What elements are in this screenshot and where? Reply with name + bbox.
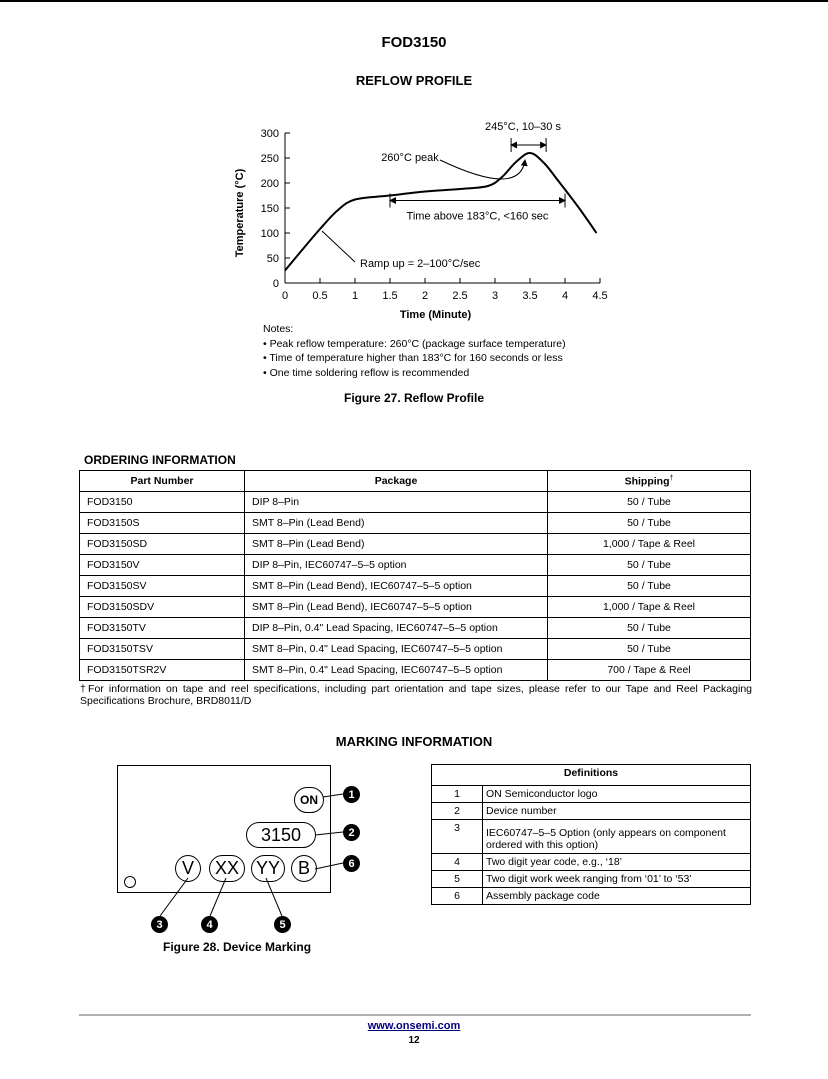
leader-1 — [323, 794, 343, 797]
package-cell: DIP 8–Pin, IEC60747–5–5 option — [245, 555, 548, 576]
leader-6 — [315, 863, 343, 869]
annotation-245-window: 245°C, 10–30 s — [485, 121, 561, 133]
part-number-cell: FOD3150S — [80, 513, 245, 534]
annotation-time-above: Time above 183°C, <160 sec — [406, 210, 549, 223]
field-xx-text: XX — [214, 858, 239, 878]
y-tick-label: 50 — [266, 253, 279, 265]
ordering-table — [79, 470, 751, 681]
top-rule — [0, 0, 828, 2]
x-tick-label: 1 — [351, 290, 359, 302]
table-header-row — [80, 471, 751, 492]
y-tick-label: 300 — [260, 128, 279, 140]
part-number-cell: FOD3150TV — [80, 618, 245, 639]
definition-row — [432, 888, 751, 905]
field-v-text: V — [181, 858, 194, 878]
footer-url-link[interactable]: www.onsemi.com — [367, 1020, 461, 1032]
package-cell: SMT 8–Pin (Lead Bend), IEC60747–5–5 option — [245, 576, 548, 597]
definitions-table — [431, 764, 751, 905]
definition-number: 3 — [432, 820, 483, 854]
y-tick-label: 100 — [260, 228, 279, 240]
x-tick-label: 3.5 — [522, 290, 538, 302]
definition-text: Two digit work week ranging from ‘01’ to ‘53’ — [483, 871, 751, 888]
device-number-text: 3150 — [260, 824, 302, 845]
leader-2 — [315, 832, 343, 835]
document-title: FOD3150 — [381, 34, 447, 51]
table-row — [80, 660, 751, 681]
definition-text: Device number — [483, 803, 751, 820]
definition-row — [432, 854, 751, 871]
part-number-cell: FOD3150SDV — [80, 597, 245, 618]
x-tick-label: 2 — [421, 290, 429, 302]
x-tick-label: 2.5 — [452, 290, 468, 302]
chart-annotations — [322, 138, 565, 262]
definition-number: 5 — [432, 871, 483, 888]
ramp-leader — [322, 231, 355, 262]
shipping-cell: 1,000 / Tape & Reel — [548, 597, 751, 618]
package-cell: SMT 8–Pin (Lead Bend), IEC60747–5–5 option — [245, 597, 548, 618]
table-row — [80, 534, 751, 555]
x-tick-label: 4 — [561, 290, 569, 302]
shipping-cell: 1,000 / Tape & Reel — [548, 534, 751, 555]
field-yy-text: YY — [255, 858, 280, 878]
figure-28-caption: Figure 28. Device Marking — [163, 940, 312, 954]
x-tick-label: 1.5 — [382, 290, 398, 302]
callout-3: 3 — [151, 916, 168, 933]
field-b-text: B — [297, 858, 310, 878]
y-tick-label: 200 — [260, 178, 279, 190]
note-item: • One time soldering reflow is recommended — [263, 366, 470, 379]
definition-text: IEC60747–5–5 Option (only appears on component ordered with this option) — [483, 820, 751, 854]
callout-leaders — [100, 780, 380, 940]
ordering-heading: ORDERING INFORMATION — [84, 453, 236, 467]
shipping-cell: 50 / Tube — [548, 639, 751, 660]
definition-row — [432, 803, 751, 820]
marking-section-title: MARKING INFORMATION — [335, 734, 493, 749]
y-axis-label: Temperature (°C) — [234, 168, 246, 258]
package-cell: SMT 8–Pin, 0.4" Lead Spacing, IEC60747–5–5 option — [245, 660, 548, 681]
reflow-section-title: REFLOW PROFILE — [355, 73, 473, 88]
package-cell: SMT 8–Pin (Lead Bend) — [245, 534, 548, 555]
definition-number: 4 — [432, 854, 483, 871]
note-item: • Peak reflow temperature: 260°C (package surface temperature) — [263, 337, 566, 350]
y-tick-label: 250 — [260, 153, 279, 165]
table-row — [80, 576, 751, 597]
leader-4 — [210, 878, 226, 916]
definition-row — [432, 786, 751, 803]
annotation-ramp: Ramp up = 2–100°C/sec — [360, 258, 481, 270]
ordering-footnote: †For information on tape and reel specifications, including part orientation and tape sizes, please refer to our Tape and Reel Packaging Specifications Brochure, BRD8011/D — [80, 683, 752, 707]
y-tick-label: 150 — [260, 203, 279, 215]
annotation-peak: 260°C peak — [381, 152, 439, 164]
x-tick-label: 0.5 — [312, 290, 328, 302]
on-logo-text: ON — [300, 793, 318, 807]
shipping-cell: 50 / Tube — [548, 555, 751, 576]
shipping-cell: 700 / Tape & Reel — [548, 660, 751, 681]
part-number-cell: FOD3150SD — [80, 534, 245, 555]
note-item: • Time of temperature higher than 183°C for 160 seconds or less — [263, 352, 563, 364]
callout-4: 4 — [201, 916, 218, 933]
footer-rule — [79, 1014, 751, 1016]
part-number-cell: FOD3150TSV — [80, 639, 245, 660]
package-cell: SMT 8–Pin (Lead Bend) — [245, 513, 548, 534]
part-number-cell: FOD3150 — [80, 492, 245, 513]
x-axis-label: Time (Minute) — [399, 309, 472, 321]
part-number-cell: FOD3150SV — [80, 576, 245, 597]
shipping-cell: 50 / Tube — [548, 618, 751, 639]
x-tick-label: 4.5 — [592, 290, 608, 302]
x-tick-label: 3 — [491, 290, 499, 302]
table-row — [80, 513, 751, 534]
definition-number: 6 — [432, 888, 483, 905]
definition-text: ON Semiconductor logo — [483, 786, 751, 803]
leader-3 — [160, 878, 188, 916]
peak-leader — [440, 160, 525, 179]
definition-number: 1 — [432, 786, 483, 803]
table-row — [80, 492, 751, 513]
package-cell: DIP 8–Pin — [245, 492, 548, 513]
part-number-cell: FOD3150V — [80, 555, 245, 576]
callout-5: 5 — [274, 916, 291, 933]
col-shipping-label: Shipping — [624, 475, 670, 488]
definitions-header: Definitions — [432, 765, 751, 786]
definition-text: Assembly package code — [483, 888, 751, 905]
callout-2: 2 — [343, 824, 360, 841]
shipping-cell: 50 / Tube — [548, 513, 751, 534]
callout-1: 1 — [343, 786, 360, 803]
definition-text: Two digit year code, e.g., ‘18’ — [483, 854, 751, 871]
y-tick-label: 0 — [272, 278, 279, 290]
notes-heading: Notes: — [263, 323, 294, 335]
shipping-cell: 50 / Tube — [548, 492, 751, 513]
x-tick-label: 0 — [281, 290, 289, 302]
reflow-chart — [0, 110, 828, 325]
part-number-cell: FOD3150TSR2V — [80, 660, 245, 681]
callout-6: 6 — [343, 855, 360, 872]
table-row — [80, 597, 751, 618]
table-row — [80, 618, 751, 639]
col-part-number: Part Number — [80, 471, 245, 492]
table-row — [80, 639, 751, 660]
definition-row — [432, 871, 751, 888]
definition-number: 2 — [432, 803, 483, 820]
dagger-mark: † — [669, 474, 674, 482]
package-cell: SMT 8–Pin, 0.4" Lead Spacing, IEC60747–5–5 option — [245, 639, 548, 660]
col-package: Package — [245, 471, 548, 492]
page-number: 12 — [408, 1035, 420, 1046]
table-row — [80, 555, 751, 576]
definition-row — [432, 820, 751, 854]
shipping-cell: 50 / Tube — [548, 576, 751, 597]
package-cell: DIP 8–Pin, 0.4" Lead Spacing, IEC60747–5–5 option — [245, 618, 548, 639]
leader-5 — [266, 878, 282, 916]
definitions-header-row — [432, 765, 751, 786]
figure-27-caption: Figure 27. Reflow Profile — [343, 391, 485, 405]
reflow-notes — [263, 322, 566, 380]
col-shipping — [548, 471, 751, 492]
